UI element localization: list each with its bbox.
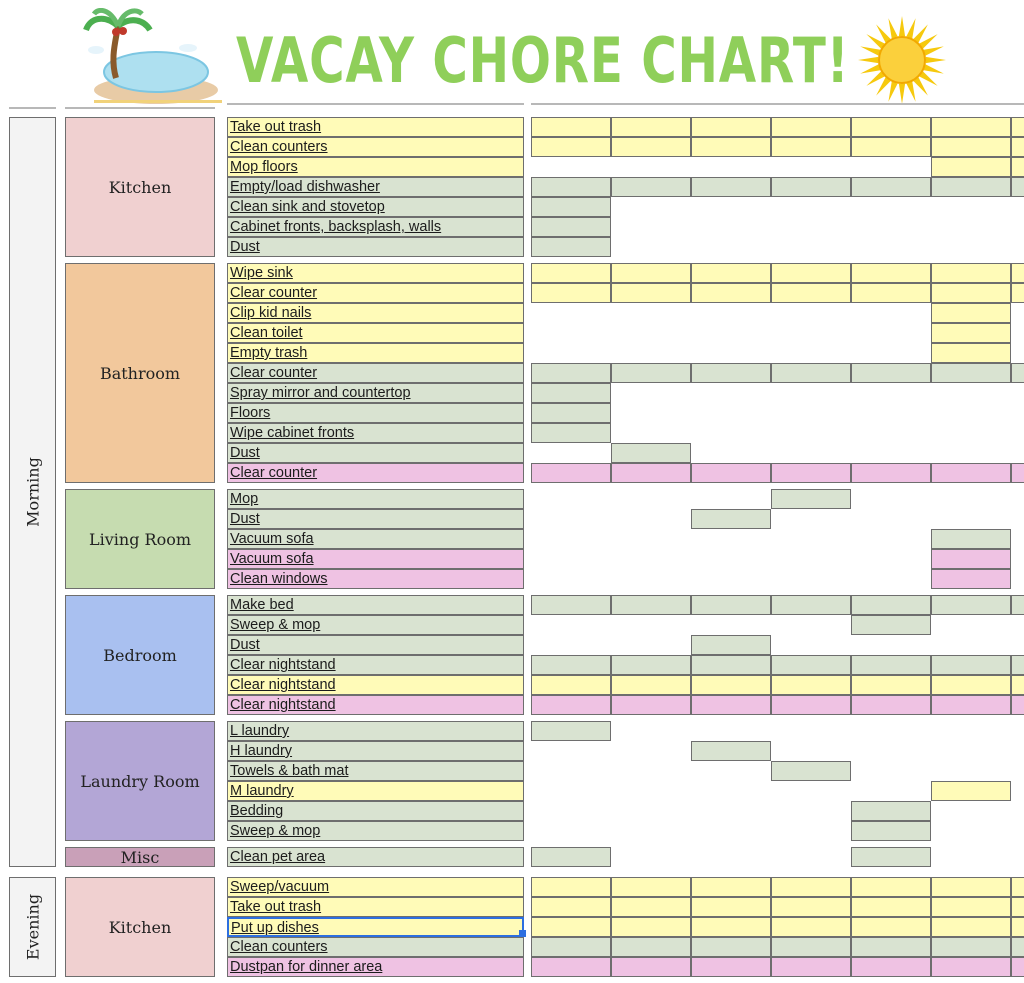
schedule-cell[interactable]: [611, 263, 691, 283]
task-cell[interactable]: Mop: [227, 489, 524, 509]
schedule-cell[interactable]: [611, 443, 691, 463]
schedule-cell[interactable]: [1011, 363, 1024, 383]
schedule-cell[interactable]: [531, 363, 611, 383]
schedule-cell[interactable]: [691, 363, 771, 383]
task-cell[interactable]: Cabinet fronts, backsplash, walls: [227, 217, 524, 237]
schedule-cell[interactable]: [1011, 877, 1024, 897]
task-cell[interactable]: Sweep & mop: [227, 821, 524, 841]
schedule-cell[interactable]: [771, 263, 851, 283]
task-cell[interactable]: Mop floors: [227, 157, 524, 177]
schedule-cell[interactable]: [531, 917, 611, 937]
schedule-cell[interactable]: [531, 403, 611, 423]
schedule-cell[interactable]: [611, 897, 691, 917]
section-label-text: Morning: [23, 457, 42, 527]
schedule-cell[interactable]: [931, 569, 1011, 589]
task-cell[interactable]: Clear nightstand: [227, 695, 524, 715]
schedule-cell[interactable]: [691, 635, 771, 655]
schedule-cell[interactable]: [771, 957, 851, 977]
schedule-cell[interactable]: [851, 957, 931, 977]
schedule-cell[interactable]: [931, 781, 1011, 801]
schedule-cell[interactable]: [1011, 675, 1024, 695]
schedule-cell[interactable]: [531, 463, 611, 483]
sun-ray: [888, 18, 897, 38]
task-cell[interactable]: Dustpan for dinner area: [227, 957, 524, 977]
schedule-cell[interactable]: [691, 137, 771, 157]
schedule-cell[interactable]: [611, 957, 691, 977]
task-cell[interactable]: M laundry: [227, 781, 524, 801]
schedule-cell[interactable]: [851, 821, 931, 841]
schedule-cell[interactable]: [931, 343, 1011, 363]
schedule-cell[interactable]: [851, 675, 931, 695]
schedule-cell[interactable]: [531, 383, 611, 403]
sun-ray: [899, 84, 905, 104]
schedule-cell[interactable]: [611, 283, 691, 303]
schedule-cell[interactable]: [611, 655, 691, 675]
schedule-cell[interactable]: [691, 283, 771, 303]
task-cell[interactable]: Wipe sink: [227, 263, 524, 283]
schedule-cell[interactable]: [691, 695, 771, 715]
schedule-cell[interactable]: [851, 695, 931, 715]
schedule-cell[interactable]: [851, 917, 931, 937]
schedule-cell[interactable]: [531, 957, 611, 977]
sun-ray: [924, 46, 944, 55]
schedule-cell[interactable]: [531, 877, 611, 897]
task-cell[interactable]: Wipe cabinet fronts: [227, 423, 524, 443]
task-cell[interactable]: L laundry: [227, 721, 524, 741]
section-label[interactable]: [9, 877, 56, 977]
schedule-cell[interactable]: [771, 117, 851, 137]
schedule-cell[interactable]: [1011, 595, 1024, 615]
room-label[interactable]: Bathroom: [65, 263, 215, 483]
schedule-cell[interactable]: [531, 117, 611, 137]
section-label-text: Evening: [23, 893, 42, 961]
schedule-cell[interactable]: [931, 675, 1011, 695]
schedule-cell[interactable]: [931, 117, 1011, 137]
task-cell[interactable]: Clear nightstand: [227, 655, 524, 675]
task-cell[interactable]: Empty/load dishwasher: [227, 177, 524, 197]
schedule-cell[interactable]: [851, 263, 931, 283]
schedule-cell[interactable]: [611, 675, 691, 695]
schedule-cell[interactable]: [531, 423, 611, 443]
schedule-cell[interactable]: [531, 937, 611, 957]
schedule-cell[interactable]: [931, 529, 1011, 549]
schedule-cell[interactable]: [691, 509, 771, 529]
schedule-cell[interactable]: [611, 877, 691, 897]
schedule-cell[interactable]: [931, 877, 1011, 897]
schedule-cell[interactable]: [1011, 263, 1024, 283]
schedule-cell[interactable]: [771, 177, 851, 197]
schedule-cell[interactable]: [531, 283, 611, 303]
schedule-cell[interactable]: [931, 957, 1011, 977]
schedule-cell[interactable]: [691, 263, 771, 283]
schedule-cell[interactable]: [531, 721, 611, 741]
sun-icon: [856, 14, 948, 106]
sun-ray: [876, 77, 890, 95]
schedule-cell[interactable]: [851, 937, 931, 957]
schedule-cell[interactable]: [851, 595, 931, 615]
schedule-cell[interactable]: [771, 917, 851, 937]
task-cell[interactable]: Clear counter: [227, 363, 524, 383]
task-cell[interactable]: H laundry: [227, 741, 524, 761]
schedule-cell[interactable]: [771, 937, 851, 957]
schedule-cell[interactable]: [691, 937, 771, 957]
schedule-cell[interactable]: [851, 117, 931, 137]
room-label[interactable]: Bedroom: [65, 595, 215, 715]
sun-ray: [860, 46, 880, 55]
schedule-cell[interactable]: [931, 695, 1011, 715]
sun-ray: [919, 34, 937, 48]
task-cell[interactable]: Bedding: [227, 801, 524, 821]
task-cell[interactable]: Dust: [227, 443, 524, 463]
schedule-cell[interactable]: [851, 615, 931, 635]
schedule-cell[interactable]: [931, 549, 1011, 569]
task-cell[interactable]: Clear nightstand: [227, 675, 524, 695]
schedule-cell[interactable]: [931, 157, 1011, 177]
sun-ray: [860, 64, 880, 73]
sun-ray: [866, 72, 884, 86]
schedule-cell[interactable]: [931, 323, 1011, 343]
schedule-cell[interactable]: [531, 655, 611, 675]
schedule-cell[interactable]: [931, 937, 1011, 957]
task-cell[interactable]: Dust: [227, 509, 524, 529]
schedule-cell[interactable]: [771, 761, 851, 781]
task-cell[interactable]: Clip kid nails: [227, 303, 524, 323]
schedule-cell[interactable]: [531, 217, 611, 237]
schedule-cell[interactable]: [771, 675, 851, 695]
schedule-cell[interactable]: [771, 489, 851, 509]
schedule-cell[interactable]: [1011, 897, 1024, 917]
schedule-cell[interactable]: [771, 595, 851, 615]
schedule-cell[interactable]: [691, 957, 771, 977]
sun-ray: [866, 34, 884, 48]
sun-ray: [876, 24, 890, 42]
schedule-cell[interactable]: [611, 595, 691, 615]
schedule-cell[interactable]: [771, 897, 851, 917]
sun-ray: [858, 57, 878, 63]
sun-ray: [914, 77, 928, 95]
page-title: VACAY CHORE CHART!: [236, 24, 850, 97]
sun-ray: [926, 57, 946, 63]
schedule-cell[interactable]: [611, 695, 691, 715]
schedule-cell[interactable]: [771, 283, 851, 303]
schedule-cell[interactable]: [691, 741, 771, 761]
sun-ray: [906, 18, 915, 38]
task-cell[interactable]: Empty trash: [227, 343, 524, 363]
schedule-cell[interactable]: [531, 177, 611, 197]
schedule-cell[interactable]: [851, 177, 931, 197]
schedule-cell[interactable]: [771, 877, 851, 897]
schedule-cell[interactable]: [611, 937, 691, 957]
schedule-cell[interactable]: [691, 655, 771, 675]
task-cell[interactable]: Towels & bath mat: [227, 761, 524, 781]
schedule-cell[interactable]: [771, 363, 851, 383]
room-label[interactable]: Kitchen: [65, 877, 215, 977]
task-cell[interactable]: Clean windows: [227, 569, 524, 589]
schedule-cell[interactable]: [531, 137, 611, 157]
schedule-cell[interactable]: [1011, 117, 1024, 137]
schedule-cell[interactable]: [1011, 937, 1024, 957]
schedule-cell[interactable]: [931, 263, 1011, 283]
schedule-cell[interactable]: [931, 917, 1011, 937]
schedule-cell[interactable]: [771, 137, 851, 157]
schedule-cell[interactable]: [531, 263, 611, 283]
schedule-cell[interactable]: [1011, 917, 1024, 937]
task-cell[interactable]: Sweep/vacuum: [227, 877, 524, 897]
schedule-cell[interactable]: [851, 283, 931, 303]
schedule-cell[interactable]: [611, 463, 691, 483]
schedule-cell[interactable]: [691, 917, 771, 937]
schedule-cell[interactable]: [1011, 283, 1024, 303]
schedule-cell[interactable]: [851, 897, 931, 917]
schedule-cell[interactable]: [851, 877, 931, 897]
schedule-cell[interactable]: [691, 877, 771, 897]
sun-ray: [914, 24, 928, 42]
task-cell[interactable]: Clean counters: [227, 137, 524, 157]
header-divider: [531, 103, 1024, 105]
sun-ray: [899, 16, 905, 36]
schedule-cell[interactable]: [531, 897, 611, 917]
sun-ray: [919, 72, 937, 86]
room-label[interactable]: Misc: [65, 847, 215, 867]
schedule-cell[interactable]: [931, 595, 1011, 615]
task-cell[interactable]: Dust: [227, 635, 524, 655]
schedule-cell[interactable]: [851, 801, 931, 821]
schedule-cell[interactable]: [1011, 137, 1024, 157]
schedule-cell[interactable]: [611, 363, 691, 383]
schedule-cell[interactable]: [691, 595, 771, 615]
task-cell[interactable]: Spray mirror and countertop: [227, 383, 524, 403]
schedule-cell[interactable]: [1011, 157, 1024, 177]
schedule-cell[interactable]: [531, 595, 611, 615]
schedule-cell[interactable]: [931, 363, 1011, 383]
header-divider: [65, 107, 215, 109]
header-divider: [9, 107, 56, 109]
task-cell[interactable]: Take out trash: [227, 897, 524, 917]
schedule-cell[interactable]: [691, 117, 771, 137]
schedule-cell[interactable]: [1011, 655, 1024, 675]
room-label[interactable]: Laundry Room: [65, 721, 215, 841]
task-cell[interactable]: Vacuum sofa: [227, 529, 524, 549]
schedule-cell[interactable]: [691, 897, 771, 917]
schedule-cell[interactable]: [531, 197, 611, 217]
schedule-cell[interactable]: [531, 695, 611, 715]
schedule-cell[interactable]: [851, 655, 931, 675]
schedule-cell[interactable]: [771, 463, 851, 483]
schedule-cell[interactable]: [1011, 695, 1024, 715]
task-cell[interactable]: Clear counter: [227, 283, 524, 303]
schedule-cell[interactable]: [691, 177, 771, 197]
task-cell[interactable]: Put up dishes: [227, 917, 524, 937]
section-label[interactable]: [9, 117, 56, 867]
schedule-cell[interactable]: [691, 675, 771, 695]
task-cell[interactable]: Take out trash: [227, 117, 524, 137]
schedule-cell[interactable]: [1011, 957, 1024, 977]
schedule-cell[interactable]: [691, 463, 771, 483]
schedule-cell[interactable]: [611, 177, 691, 197]
sun-ray: [924, 64, 944, 73]
task-cell[interactable]: Clean counters: [227, 937, 524, 957]
schedule-cell[interactable]: [611, 137, 691, 157]
task-cell[interactable]: Dust: [227, 237, 524, 257]
schedule-cell[interactable]: [1011, 463, 1024, 483]
task-cell[interactable]: Clean toilet: [227, 323, 524, 343]
schedule-cell[interactable]: [931, 655, 1011, 675]
schedule-cell[interactable]: [931, 283, 1011, 303]
task-cell[interactable]: Sweep & mop: [227, 615, 524, 635]
schedule-cell[interactable]: [931, 177, 1011, 197]
palm-island-icon: [76, 8, 226, 108]
schedule-cell[interactable]: [771, 655, 851, 675]
sun-ray: [906, 82, 915, 102]
schedule-cell[interactable]: [851, 363, 931, 383]
schedule-cell[interactable]: [931, 303, 1011, 323]
header-divider: [227, 103, 524, 105]
schedule-cell[interactable]: [771, 695, 851, 715]
room-label[interactable]: Kitchen: [65, 117, 215, 257]
schedule-cell[interactable]: [851, 463, 931, 483]
schedule-cell[interactable]: [851, 137, 931, 157]
task-cell[interactable]: Clean pet area: [227, 847, 524, 867]
schedule-cell[interactable]: [1011, 177, 1024, 197]
schedule-cell[interactable]: [531, 237, 611, 257]
room-label[interactable]: Living Room: [65, 489, 215, 589]
task-cell[interactable]: Make bed: [227, 595, 524, 615]
sun-ray: [888, 82, 897, 102]
schedule-cell[interactable]: [931, 137, 1011, 157]
schedule-cell[interactable]: [931, 897, 1011, 917]
schedule-cell[interactable]: [611, 117, 691, 137]
schedule-cell[interactable]: [531, 847, 611, 867]
schedule-cell[interactable]: [611, 917, 691, 937]
selection-fill-handle[interactable]: [519, 930, 526, 937]
task-cell[interactable]: Clean sink and stovetop: [227, 197, 524, 217]
task-cell[interactable]: Floors: [227, 403, 524, 423]
schedule-cell[interactable]: [531, 675, 611, 695]
schedule-cell[interactable]: [931, 463, 1011, 483]
task-cell[interactable]: Clear counter: [227, 463, 524, 483]
schedule-cell[interactable]: [851, 847, 931, 867]
task-cell[interactable]: Vacuum sofa: [227, 549, 524, 569]
